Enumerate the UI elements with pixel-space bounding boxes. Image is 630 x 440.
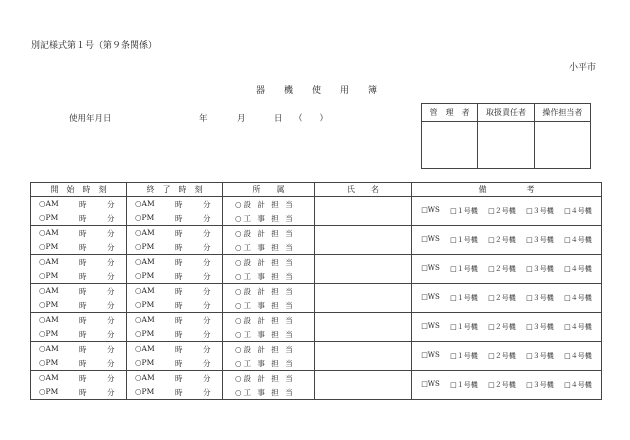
- end-time-cell[interactable]: [127, 226, 223, 255]
- city-name: 小平市: [569, 63, 597, 73]
- name-cell[interactable]: [315, 255, 412, 284]
- hour-label: 時: [79, 344, 87, 354]
- department-cell[interactable]: [223, 226, 315, 255]
- end-time-cell[interactable]: [127, 284, 223, 313]
- end-time-cell[interactable]: [127, 197, 223, 226]
- operator-seal-box[interactable]: [534, 122, 590, 169]
- machine-2-checkbox[interactable]: □２号機: [488, 381, 516, 389]
- department-cell[interactable]: [223, 255, 315, 284]
- construction-dept-option[interactable]: ○工 事 担 当: [235, 242, 295, 252]
- minute-label: 分: [107, 344, 115, 354]
- manager-seal-box[interactable]: [422, 122, 478, 169]
- minute-label: 分: [203, 329, 211, 339]
- title-char: 機: [284, 86, 294, 96]
- machine-3-checkbox[interactable]: □３号機: [526, 207, 554, 215]
- remarks-cell[interactable]: [412, 313, 602, 342]
- name-cell[interactable]: [315, 197, 412, 226]
- hour-label: 時: [79, 228, 87, 238]
- log-row: [31, 284, 602, 313]
- am-option[interactable]: ○AM: [39, 285, 59, 295]
- minute-label: 分: [203, 199, 211, 209]
- name-cell[interactable]: [315, 371, 412, 400]
- start-time-header: 開 始 時 刻: [31, 183, 127, 197]
- pm-option[interactable]: ○PM: [39, 386, 59, 396]
- responsible-header: 取扱責任者: [478, 104, 534, 122]
- am-option[interactable]: ○AM: [39, 314, 59, 324]
- start-time-cell[interactable]: [31, 371, 127, 400]
- manager-header: 管 理 者: [422, 104, 478, 122]
- pm-option[interactable]: ○PM: [135, 328, 155, 338]
- remarks-cell[interactable]: [412, 342, 602, 371]
- minute-label: 分: [107, 286, 115, 296]
- machine-3-checkbox[interactable]: □３号機: [526, 236, 554, 244]
- hour-label: 時: [175, 373, 183, 383]
- start-time-cell[interactable]: [31, 255, 127, 284]
- am-option[interactable]: ○AM: [135, 256, 155, 266]
- hour-label: 時: [79, 329, 87, 339]
- usage-date-label: 使用年月日: [69, 114, 112, 124]
- machine-3-checkbox[interactable]: □３号機: [526, 294, 554, 302]
- machine-1-checkbox[interactable]: □１号機: [450, 265, 478, 273]
- minute-label: 分: [107, 315, 115, 325]
- pm-option[interactable]: ○PM: [39, 270, 59, 280]
- minute-label: 分: [203, 271, 211, 281]
- title-char: 使: [312, 86, 322, 96]
- start-time-cell[interactable]: [31, 342, 127, 371]
- ws-checkbox[interactable]: □WS: [421, 293, 440, 301]
- hour-label: 時: [79, 387, 87, 397]
- pm-option[interactable]: ○PM: [135, 357, 155, 367]
- weekday-label: （ ）: [294, 114, 329, 124]
- machine-3-checkbox[interactable]: □３号機: [526, 265, 554, 273]
- am-option[interactable]: ○AM: [135, 198, 155, 208]
- minute-label: 分: [107, 257, 115, 267]
- department-cell[interactable]: [223, 313, 315, 342]
- am-option[interactable]: ○AM: [39, 372, 59, 382]
- name-cell[interactable]: [315, 284, 412, 313]
- hour-label: 時: [175, 213, 183, 223]
- design-dept-option[interactable]: ○設 計 担 当: [235, 228, 295, 238]
- machine-2-checkbox[interactable]: □２号機: [488, 323, 516, 331]
- end-time-cell[interactable]: [127, 342, 223, 371]
- remarks-cell[interactable]: [412, 371, 602, 400]
- machine-4-checkbox[interactable]: □４号機: [564, 352, 592, 360]
- machine-2-checkbox[interactable]: □２号機: [488, 294, 516, 302]
- minute-label: 分: [107, 199, 115, 209]
- hour-label: 時: [175, 329, 183, 339]
- construction-dept-option[interactable]: ○工 事 担 当: [235, 329, 295, 339]
- pm-option[interactable]: ○PM: [135, 212, 155, 222]
- start-time-cell[interactable]: [31, 313, 127, 342]
- month-label: 月: [237, 114, 246, 124]
- title-char: 用: [340, 86, 350, 96]
- am-option[interactable]: ○AM: [135, 314, 155, 324]
- title-char: 簿: [368, 86, 378, 96]
- hour-label: 時: [79, 271, 87, 281]
- minute-label: 分: [203, 300, 211, 310]
- hour-label: 時: [79, 373, 87, 383]
- form-title: [256, 87, 396, 96]
- am-option[interactable]: ○AM: [135, 227, 155, 237]
- design-dept-option[interactable]: ○設 計 担 当: [235, 373, 295, 383]
- name-cell[interactable]: [315, 342, 412, 371]
- machine-4-checkbox[interactable]: □４号機: [564, 236, 592, 244]
- construction-dept-option[interactable]: ○工 事 担 当: [235, 358, 295, 368]
- start-time-cell[interactable]: [31, 226, 127, 255]
- end-time-cell[interactable]: [127, 255, 223, 284]
- minute-label: 分: [107, 213, 115, 223]
- hour-label: 時: [175, 271, 183, 281]
- start-time-cell[interactable]: [31, 284, 127, 313]
- remarks-cell[interactable]: [412, 197, 602, 226]
- minute-label: 分: [203, 228, 211, 238]
- pm-option[interactable]: ○PM: [39, 299, 59, 309]
- department-cell[interactable]: [223, 371, 315, 400]
- machine-1-checkbox[interactable]: □１号機: [450, 352, 478, 360]
- title-char: 器: [256, 86, 266, 96]
- minute-label: 分: [107, 373, 115, 383]
- usage-log-table: [30, 182, 602, 400]
- design-dept-option[interactable]: ○設 計 担 当: [235, 286, 295, 296]
- hour-label: 時: [175, 286, 183, 296]
- minute-label: 分: [107, 329, 115, 339]
- log-row: [31, 197, 602, 226]
- design-dept-option[interactable]: ○設 計 担 当: [235, 344, 295, 354]
- ws-checkbox[interactable]: □WS: [421, 380, 440, 388]
- hour-label: 時: [175, 358, 183, 368]
- machine-1-checkbox[interactable]: □１号機: [450, 236, 478, 244]
- hour-label: 時: [79, 257, 87, 267]
- construction-dept-option[interactable]: ○工 事 担 当: [235, 300, 295, 310]
- log-row: [31, 313, 602, 342]
- construction-dept-option[interactable]: ○工 事 担 当: [235, 213, 295, 223]
- department-cell[interactable]: [223, 342, 315, 371]
- hour-label: 時: [79, 242, 87, 252]
- am-option[interactable]: ○AM: [135, 343, 155, 353]
- construction-dept-option[interactable]: ○工 事 担 当: [235, 271, 295, 281]
- hour-label: 時: [79, 300, 87, 310]
- hour-label: 時: [175, 228, 183, 238]
- machine-3-checkbox[interactable]: □３号機: [526, 381, 554, 389]
- am-option[interactable]: ○AM: [39, 198, 59, 208]
- machine-1-checkbox[interactable]: □１号機: [450, 207, 478, 215]
- machine-1-checkbox[interactable]: □１号機: [450, 294, 478, 302]
- form-label: 別記様式第１号（第９条関係）: [31, 41, 158, 51]
- am-option[interactable]: ○AM: [39, 343, 59, 353]
- hour-label: 時: [175, 344, 183, 354]
- hour-label: 時: [175, 257, 183, 267]
- hour-label: 時: [175, 300, 183, 310]
- remarks-cell[interactable]: [412, 226, 602, 255]
- hour-label: 時: [175, 387, 183, 397]
- operator-header: 操作担当者: [534, 104, 590, 122]
- name-cell[interactable]: [315, 226, 412, 255]
- am-option[interactable]: ○AM: [135, 372, 155, 382]
- responsible-seal-box[interactable]: [478, 122, 534, 169]
- ws-checkbox[interactable]: □WS: [421, 206, 440, 214]
- minute-label: 分: [203, 315, 211, 325]
- design-dept-option[interactable]: ○設 計 担 当: [235, 315, 295, 325]
- name-header: 氏 名: [315, 183, 412, 197]
- hour-label: 時: [79, 358, 87, 368]
- year-label: 年: [199, 114, 208, 124]
- minute-label: 分: [203, 242, 211, 252]
- pm-option[interactable]: ○PM: [39, 328, 59, 338]
- machine-2-checkbox[interactable]: □２号機: [488, 236, 516, 244]
- log-row: [31, 342, 602, 371]
- hour-label: 時: [79, 213, 87, 223]
- minute-label: 分: [107, 300, 115, 310]
- design-dept-option[interactable]: ○設 計 担 当: [235, 257, 295, 267]
- am-option[interactable]: ○AM: [39, 227, 59, 237]
- pm-option[interactable]: ○PM: [39, 212, 59, 222]
- pm-option[interactable]: ○PM: [135, 386, 155, 396]
- remarks-header: 備 考: [412, 183, 602, 197]
- remarks-cell[interactable]: [412, 284, 602, 313]
- machine-4-checkbox[interactable]: □４号機: [564, 294, 592, 302]
- construction-dept-option[interactable]: ○工 事 担 当: [235, 387, 295, 397]
- end-time-cell[interactable]: [127, 313, 223, 342]
- day-label: 日: [274, 114, 283, 124]
- minute-label: 分: [107, 228, 115, 238]
- am-option[interactable]: ○AM: [135, 285, 155, 295]
- log-row: [31, 226, 602, 255]
- minute-label: 分: [107, 242, 115, 252]
- machine-4-checkbox[interactable]: □４号機: [564, 381, 592, 389]
- log-row: [31, 255, 602, 284]
- hour-label: 時: [175, 199, 183, 209]
- pm-option[interactable]: ○PM: [135, 241, 155, 251]
- name-cell[interactable]: [315, 313, 412, 342]
- minute-label: 分: [107, 358, 115, 368]
- pm-option[interactable]: ○PM: [135, 299, 155, 309]
- machine-4-checkbox[interactable]: □４号機: [564, 323, 592, 331]
- minute-label: 分: [203, 387, 211, 397]
- minute-label: 分: [203, 257, 211, 267]
- log-row: [31, 371, 602, 400]
- machine-4-checkbox[interactable]: □４号機: [564, 207, 592, 215]
- machine-2-checkbox[interactable]: □２号機: [488, 207, 516, 215]
- department-header: 所 属: [223, 183, 315, 197]
- remarks-cell[interactable]: [412, 255, 602, 284]
- ws-checkbox[interactable]: □WS: [421, 351, 440, 359]
- machine-4-checkbox[interactable]: □４号機: [564, 265, 592, 273]
- start-time-cell[interactable]: [31, 197, 127, 226]
- pm-option[interactable]: ○PM: [135, 270, 155, 280]
- pm-option[interactable]: ○PM: [39, 241, 59, 251]
- hour-label: 時: [79, 286, 87, 296]
- department-cell[interactable]: [223, 197, 315, 226]
- minute-label: 分: [203, 344, 211, 354]
- hour-label: 時: [79, 199, 87, 209]
- ws-checkbox[interactable]: □WS: [421, 264, 440, 272]
- design-dept-option[interactable]: ○設 計 担 当: [235, 199, 295, 209]
- minute-label: 分: [203, 213, 211, 223]
- minute-label: 分: [203, 358, 211, 368]
- machine-3-checkbox[interactable]: □３号機: [526, 323, 554, 331]
- pm-option[interactable]: ○PM: [39, 357, 59, 367]
- approval-table: [421, 103, 591, 169]
- minute-label: 分: [203, 373, 211, 383]
- ws-checkbox[interactable]: □WS: [421, 235, 440, 243]
- minute-label: 分: [203, 286, 211, 296]
- machine-1-checkbox[interactable]: □１号機: [450, 381, 478, 389]
- end-time-header: 終 了 時 刻: [127, 183, 223, 197]
- ws-checkbox[interactable]: □WS: [421, 322, 440, 330]
- hour-label: 時: [175, 315, 183, 325]
- machine-2-checkbox[interactable]: □２号機: [488, 265, 516, 273]
- end-time-cell[interactable]: [127, 371, 223, 400]
- minute-label: 分: [107, 387, 115, 397]
- machine-3-checkbox[interactable]: □３号機: [526, 352, 554, 360]
- hour-label: 時: [175, 242, 183, 252]
- hour-label: 時: [79, 315, 87, 325]
- minute-label: 分: [107, 271, 115, 281]
- department-cell[interactable]: [223, 284, 315, 313]
- machine-2-checkbox[interactable]: □２号機: [488, 352, 516, 360]
- am-option[interactable]: ○AM: [39, 256, 59, 266]
- machine-1-checkbox[interactable]: □１号機: [450, 323, 478, 331]
